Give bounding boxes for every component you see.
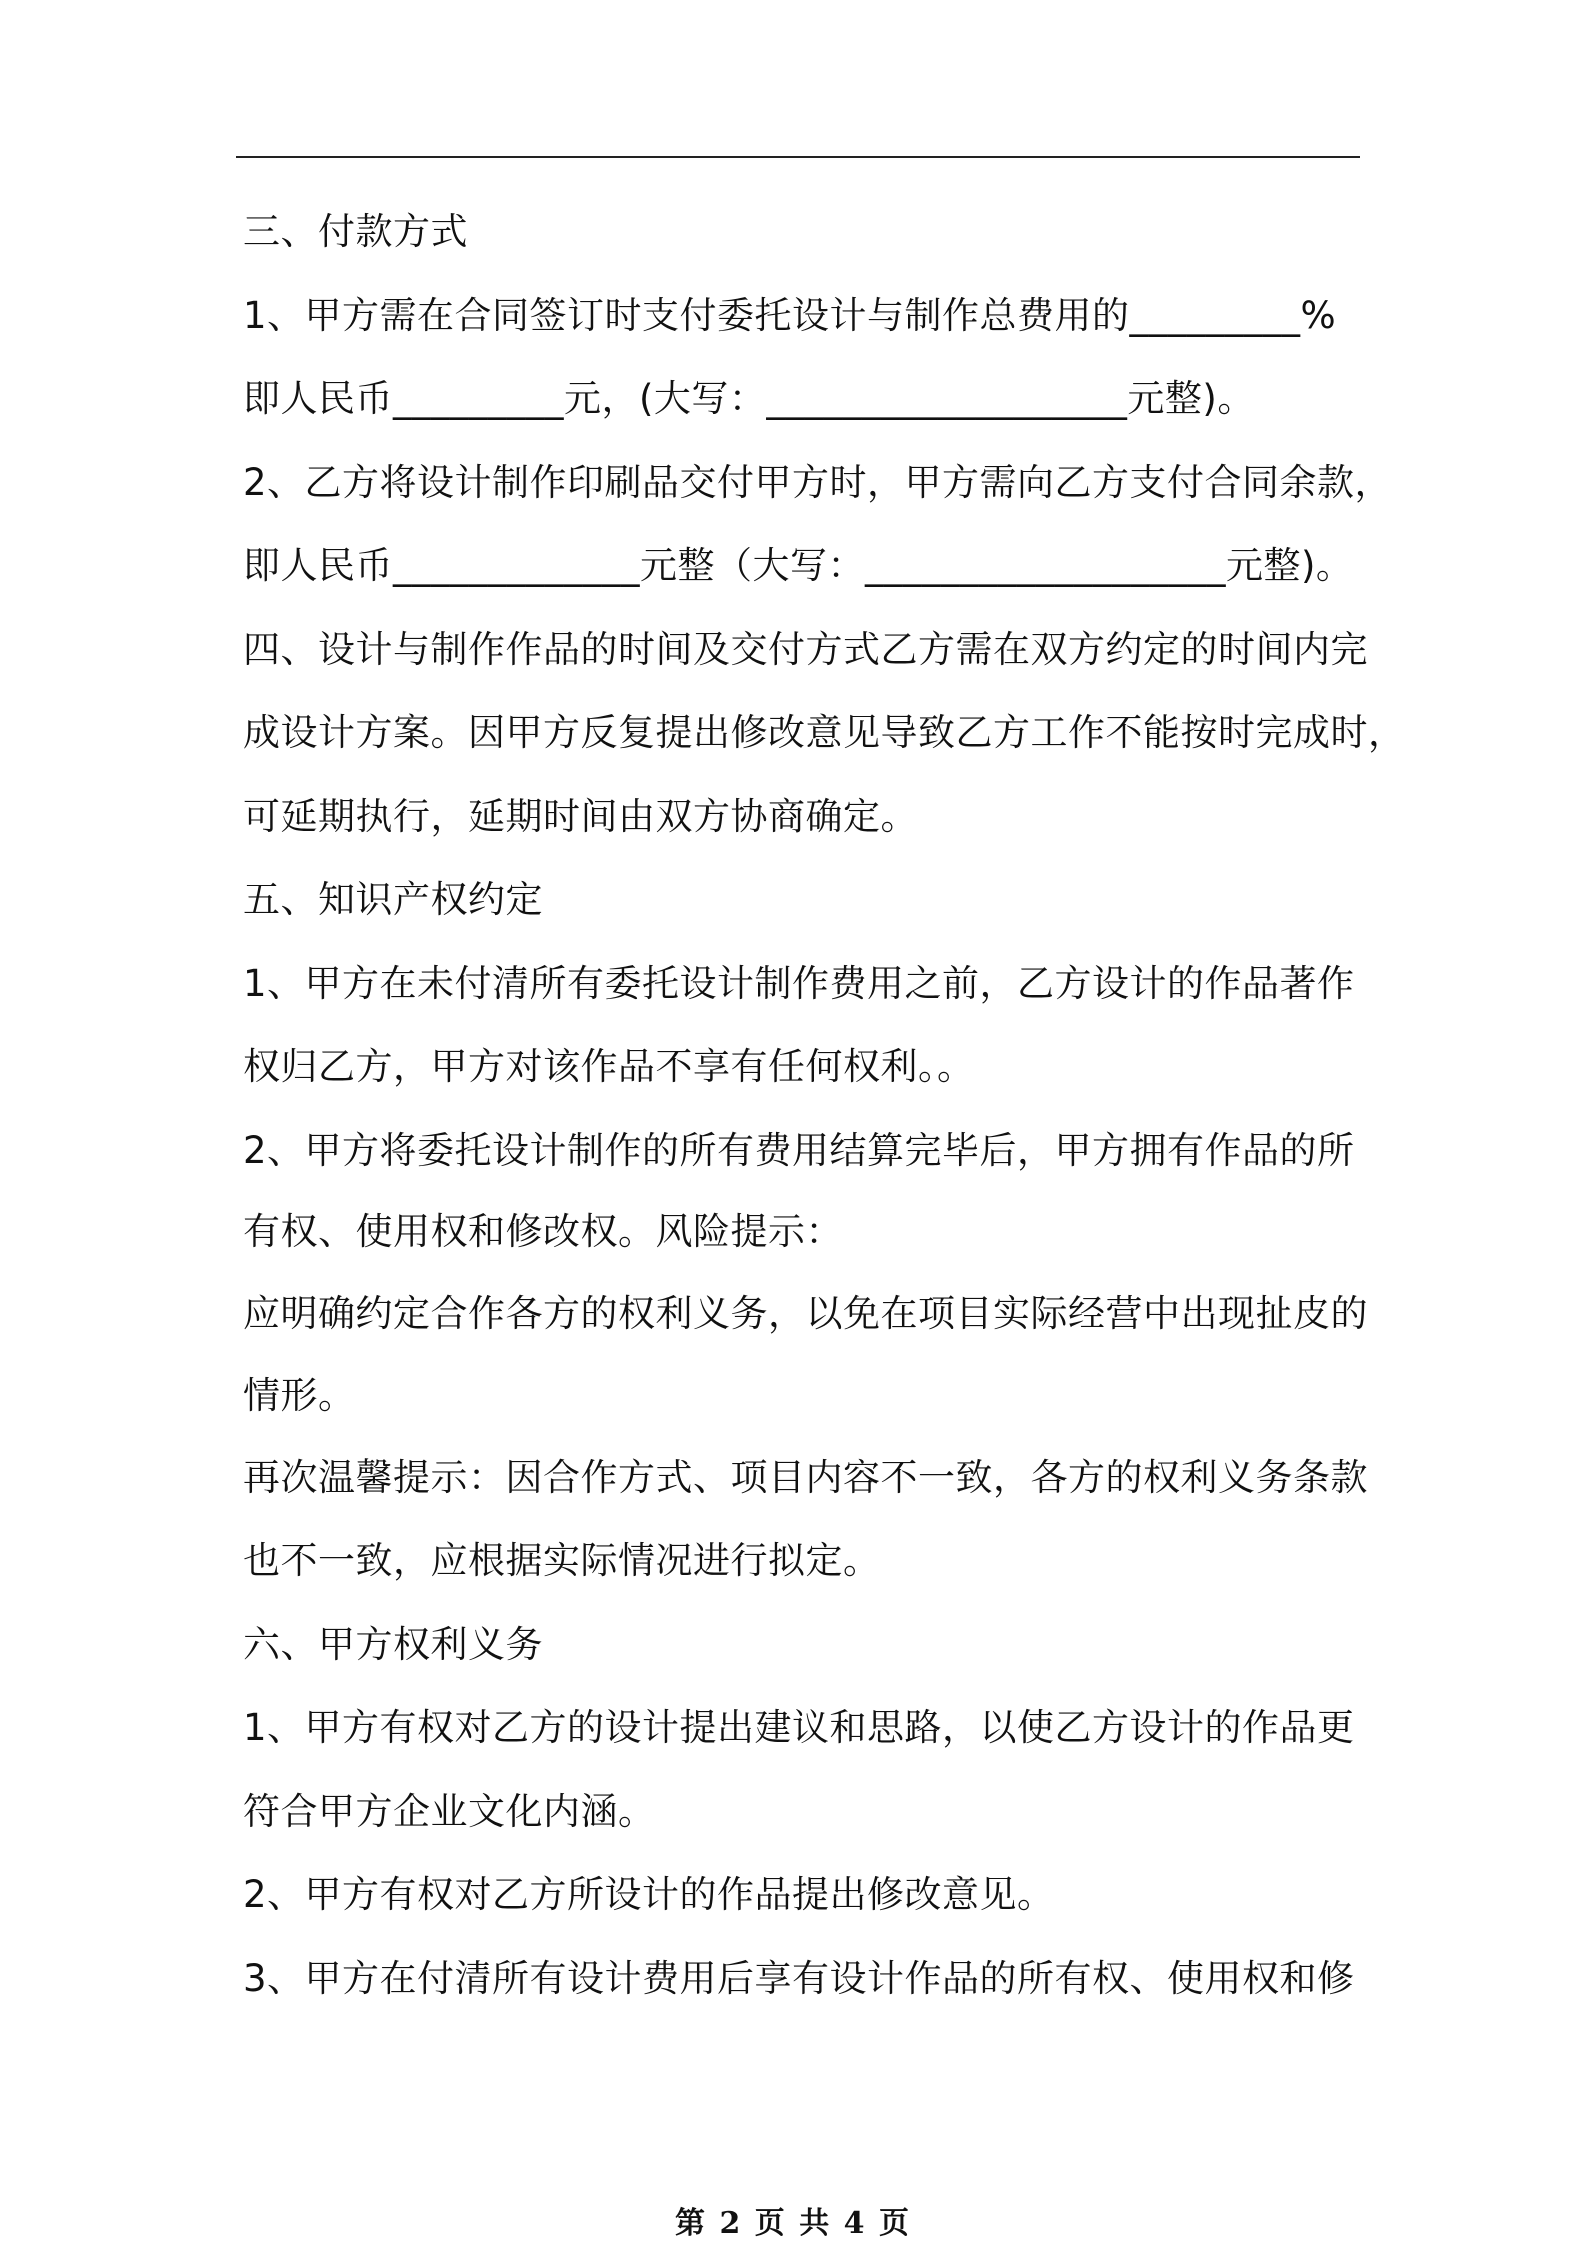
- paragraph-line: 即人民币_____________元整（大写：___________________元整)。: [243, 544, 1354, 587]
- paragraph-line: 成设计方案。因甲方反复提出修改意见导致乙方工作不能按时完成时，: [243, 711, 1406, 754]
- section-heading-payment: 三、付款方式: [243, 210, 468, 253]
- paragraph-line: 1、甲方有权对乙方的设计提出建议和思路，以使乙方设计的作品更: [243, 1706, 1355, 1749]
- reminder-line: 也不一致，应根据实际情况进行拟定。: [243, 1539, 881, 1582]
- document-body: [243, 190, 1406, 2020]
- header-rule: [236, 156, 1360, 158]
- section-heading-ip: 五、知识产权约定: [243, 878, 543, 921]
- paragraph-line: 权归乙方，甲方对该作品不享有任何权利。。: [243, 1045, 975, 1088]
- paragraph-line: 即人民币_________元，(大写：___________________元整)。: [243, 377, 1255, 420]
- paragraph-line: 2、甲方有权对乙方所设计的作品提出修改意见。: [243, 1873, 1055, 1916]
- risk-note-line: 情形。: [243, 1373, 356, 1417]
- paragraph-line: 1、甲方需在合同签订时支付委托设计与制作总费用的_________%: [243, 293, 1337, 337]
- paragraph-line: 1、甲方在未付清所有委托设计制作费用之前，乙方设计的作品著作: [243, 961, 1355, 1005]
- paragraph-line: 3、甲方在付清所有设计费用后享有设计作品的所有权、使用权和修: [243, 1956, 1355, 2000]
- section-heading-delivery: 四、设计与制作作品的时间及交付方式乙方需在双方约定的时间内完: [243, 627, 1368, 671]
- paragraph-line: 符合甲方企业文化内涵。: [243, 1789, 656, 1833]
- section-heading-party-a-rights: 六、甲方权利义务: [243, 1622, 543, 1666]
- paragraph-line: 可延期执行，延期时间由双方协商确定。: [243, 794, 918, 838]
- paragraph-line: 2、乙方将设计制作印刷品交付甲方时，甲方需向乙方支付合同余款，: [243, 460, 1393, 504]
- paragraph-line: 有权、使用权和修改权。风险提示：: [243, 1210, 843, 1253]
- reminder-line: 再次温馨提示：因合作方式、项目内容不一致，各方的权利义务条款: [243, 1455, 1368, 1499]
- paragraph-line: 2、甲方将委托设计制作的所有费用结算完毕后，甲方拥有作品的所: [243, 1128, 1355, 1172]
- page-number: 第 2 页 共 4 页: [675, 2206, 911, 2241]
- risk-note-line: 应明确约定合作各方的权利义务，以免在项目实际经营中出现扯皮的: [243, 1292, 1368, 1335]
